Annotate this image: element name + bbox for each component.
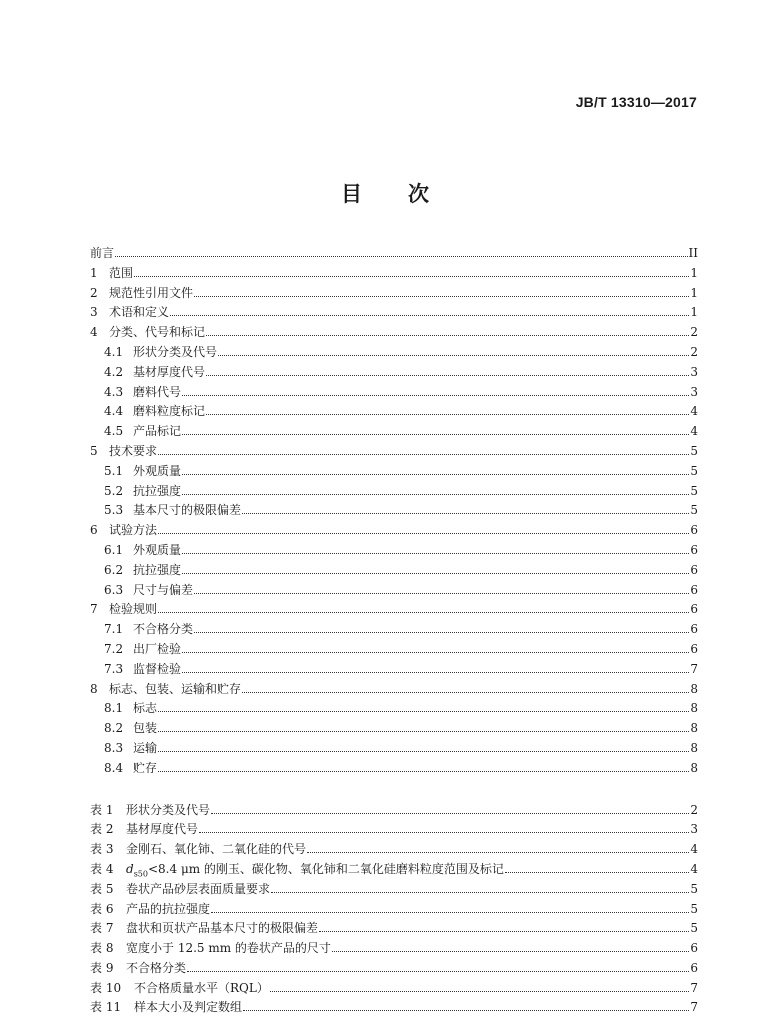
toc-entry-number: 4 [90,325,98,340]
toc-entry-page: 1 [690,265,698,280]
toc-entry-label: 检验规则 [109,602,158,617]
toc-entry-page: 6 [690,562,698,577]
toc-entry-label: 基本尺寸的极限偏差 [133,503,242,518]
table-list-entry[interactable] [90,979,698,999]
toc-entry-label: 磨料代号 [133,384,182,399]
dot-leader [194,623,689,633]
dot-leader [182,643,689,653]
dot-leader [319,922,689,932]
toc-entry-number: 6 [90,523,98,538]
table-title-text: 产品的抗拉强度 [126,901,211,916]
toc-entry-number: 5.2 [104,483,124,498]
toc-entry[interactable] [90,620,698,640]
toc-entry-page: 2 [690,325,698,340]
table-title [126,900,210,920]
toc-sections [90,244,698,779]
toc-entry-label: 不合格分类 [133,622,194,637]
dot-leader [206,326,689,336]
table-title [134,979,269,999]
toc-entry-number: 7 [90,602,98,617]
table-number: 表 9 [90,960,114,975]
dot-leader [182,564,689,574]
table-list-entry[interactable] [90,860,698,880]
table-page: 5 [690,901,698,916]
table-page: 6 [690,960,698,975]
toc-entry-label: 出厂检验 [133,641,182,656]
toc-entry[interactable] [90,383,698,403]
dot-leader [271,883,689,893]
toc-entry-page: 5 [690,503,698,518]
table-number: 表 1 [90,802,114,817]
toc-entry[interactable] [90,264,698,284]
toc-entry-label: 基材厚度代号 [133,364,206,379]
toc-entry-number: 8.3 [104,740,124,755]
toc-entry[interactable] [90,303,698,323]
toc-tables [90,801,698,1019]
table-title-text: 形状分类及代号 [126,802,211,817]
toc-entry-label: 抗拉强度 [133,562,182,577]
dot-leader [206,366,689,376]
table-number: 表 6 [90,901,114,916]
dot-leader [332,942,689,952]
dot-leader [158,702,689,712]
table-list-entry[interactable] [90,998,698,1018]
table-title-text: 基材厚度代号 [126,822,199,837]
table-page: 4 [690,842,698,857]
table-title-text: 宽度小于 12.5 mm 的卷状产品的尺寸 [126,941,331,956]
toc-entry[interactable] [90,521,698,541]
toc-entry-label: 规范性引用文件 [109,285,194,300]
toc-entry[interactable] [90,581,698,601]
toc-entry-number: 5 [90,443,98,458]
toc-entry-number: 1 [90,265,98,280]
table-title [126,880,270,900]
dot-leader [505,863,689,873]
table-number: 表 3 [90,842,114,857]
toc-entry-number: 5.1 [104,463,124,478]
table-list-entry[interactable] [90,919,698,939]
toc-entry[interactable] [90,462,698,482]
table-number: 表 11 [90,1000,122,1015]
table-number: 表 7 [90,921,114,936]
table-number: 表 10 [90,980,122,995]
toc-entry-label: 包装 [133,721,158,736]
table-title-text: 不合格分类 [126,960,187,975]
table-list-entry[interactable] [90,801,698,821]
toc-entry-page: 8 [690,760,698,775]
toc-entry-page: 6 [690,641,698,656]
table-number: 表 4 [90,861,114,876]
toc-entry-page: 6 [690,542,698,557]
dot-leader [134,267,689,277]
toc-entry-number: 4.1 [104,344,124,359]
table-title-text: <8.4 μm 的刚玉、碳化物、氧化铈和二氧化硅磨料粒度范围及标记 [147,861,504,876]
toc-entry-number: 6.1 [104,542,124,557]
toc-entry[interactable] [90,323,698,343]
table-number: 表 5 [90,881,114,896]
dot-leader [158,762,689,772]
table-title [126,939,331,959]
toc-entry-label: 形状分类及代号 [133,344,218,359]
toc-entry-label: 磨料粒度标记 [133,404,206,419]
dot-leader [115,247,688,257]
toc-entry[interactable] [90,284,698,304]
toc-entry-label: 范围 [109,265,134,280]
table-page: 6 [690,941,698,956]
toc-entry[interactable] [90,442,698,462]
table-number: 表 2 [90,822,114,837]
table-title [126,801,210,821]
dot-leader [242,683,689,693]
table-page: 5 [690,881,698,896]
toc-entry-label: 监督检验 [133,661,182,676]
dot-leader [199,823,689,833]
toc-entry-number: 7.3 [104,661,124,676]
toc-entry-page: 5 [690,463,698,478]
dot-leader [194,287,689,297]
toc-entry-page: 1 [690,285,698,300]
dot-leader [182,544,689,554]
toc-entry[interactable] [90,482,698,502]
toc-entry-label: 术语和定义 [109,305,170,320]
toc-entry-label: 抗拉强度 [133,483,182,498]
table-list-entry[interactable] [90,880,698,900]
dot-leader [158,742,689,752]
toc-entry-page: 8 [690,681,698,696]
toc-entry-page: 2 [690,344,698,359]
dot-leader [243,1001,689,1011]
toc-entry[interactable] [90,541,698,561]
toc-entry-label: 前言 [90,246,115,260]
toc-entry-page: 5 [690,483,698,498]
toc-entry[interactable] [90,561,698,581]
table-of-contents [90,244,698,1018]
toc-entry-number: 5.3 [104,503,124,518]
toc-entry-label: 技术要求 [109,443,158,458]
standard-code: JB/T 13310—2017 [575,94,697,110]
toc-entry-number: 8.1 [104,701,124,716]
toc-entry-page: 6 [690,602,698,617]
table-list-entry[interactable] [90,959,698,979]
table-list-entry[interactable] [90,820,698,840]
toc-entry[interactable] [90,759,698,779]
toc-entry-number: 4.2 [104,364,124,379]
dot-leader [211,804,689,814]
toc-entry-page: 3 [690,364,698,379]
dot-leader [170,306,689,316]
toc-entry-page: 3 [690,384,698,399]
dot-leader [182,425,689,435]
toc-entry-number: 4.4 [104,404,124,419]
dot-leader [187,962,689,972]
toc-entry-label: 外观质量 [133,463,182,478]
toc-entry-page: 1 [690,305,698,320]
dot-leader [211,903,689,913]
toc-entry-label: 分类、代号和标记 [109,325,206,340]
dot-leader [158,524,689,534]
dot-leader [158,722,689,732]
page-title [0,178,770,208]
toc-entry-number: 8.4 [104,760,124,775]
toc-entry[interactable] [90,244,698,264]
table-title-text: 样本大小及判定数组 [134,1000,243,1015]
toc-entry-label: 外观质量 [133,542,182,557]
toc-entry[interactable] [90,640,698,660]
dot-leader [158,603,689,613]
dot-leader [182,663,689,673]
table-title [126,959,186,979]
toc-entry-number: 7.2 [104,641,124,656]
dot-leader [218,346,689,356]
table-number: 表 8 [90,941,114,956]
toc-entry-page: 8 [690,701,698,716]
toc-entry[interactable] [90,343,698,363]
dot-leader [206,405,689,415]
toc-entry-label: 产品标记 [133,424,182,439]
toc-entry-number: 8 [90,681,98,696]
toc-entry-number: 6.3 [104,582,124,597]
table-title-text: 不合格质量水平（RQL） [134,980,269,995]
toc-entry[interactable] [90,680,698,700]
dot-leader [182,386,689,396]
toc-entry-label: 贮存 [133,760,158,775]
toc-entry[interactable] [90,600,698,620]
toc-entry-label: 标志 [133,701,158,716]
table-page: 7 [690,1000,698,1015]
toc-entry-number: 7.1 [104,622,124,637]
toc-entry-page: 4 [690,424,698,439]
table-list-entry[interactable] [90,840,698,860]
toc-entry[interactable] [90,363,698,383]
title-char-2: 次 [408,182,429,206]
table-title [126,820,198,840]
toc-entry-page: 6 [690,622,698,637]
dot-leader [270,982,689,992]
toc-entry-label: 标志、包装、运输和贮存 [109,681,242,696]
toc-entry-label: 运输 [133,740,158,755]
toc-entry-number: 3 [90,305,98,320]
toc-entry[interactable] [90,402,698,422]
toc-entry[interactable] [90,739,698,759]
dot-leader [307,843,689,853]
table-title-text: 金刚石、氧化铈、二氧化硅的代号 [126,842,307,857]
title-char-1: 目 [341,182,362,206]
dot-leader [194,584,689,594]
toc-entry-label: 尺寸与偏差 [133,582,194,597]
toc-entry[interactable] [90,501,698,521]
toc-entry-number: 6.2 [104,562,124,577]
symbol-d: d [126,861,134,876]
table-page: 2 [690,802,698,817]
toc-entry-number: 8.2 [104,721,124,736]
table-list-entry[interactable] [90,939,698,959]
table-list-entry[interactable] [90,900,698,920]
toc-entry-page: II [688,246,698,260]
table-title-text: 卷状产品砂层表面质量要求 [126,881,271,896]
table-title [126,840,306,860]
toc-entry-number: 4.5 [104,424,124,439]
dot-leader [182,485,689,495]
table-title [126,919,318,939]
toc-entry[interactable] [90,422,698,442]
toc-entry[interactable] [90,660,698,680]
toc-entry-page: 6 [690,582,698,597]
toc-entry-page: 7 [690,661,698,676]
toc-entry[interactable] [90,699,698,719]
table-title-text: 盘状和页状产品基本尺寸的极限偏差 [126,921,319,936]
toc-entry-page: 5 [690,443,698,458]
dot-leader [182,465,689,475]
table-page: 4 [690,861,698,876]
table-page: 3 [690,822,698,837]
table-page: 7 [690,980,698,995]
toc-entry-label: 试验方法 [109,523,158,538]
toc-entry-page: 8 [690,740,698,755]
dot-leader [242,504,689,514]
table-title [134,998,242,1018]
symbol-subscript: s50 [133,869,148,879]
toc-entry-number: 4.3 [104,384,124,399]
toc-entry-page: 6 [690,523,698,538]
toc-entry-page: 4 [690,404,698,419]
toc-entry-page: 8 [690,721,698,736]
table-page: 5 [690,921,698,936]
toc-entry[interactable] [90,719,698,739]
dot-leader [158,445,689,455]
toc-entry-number: 2 [90,285,98,300]
